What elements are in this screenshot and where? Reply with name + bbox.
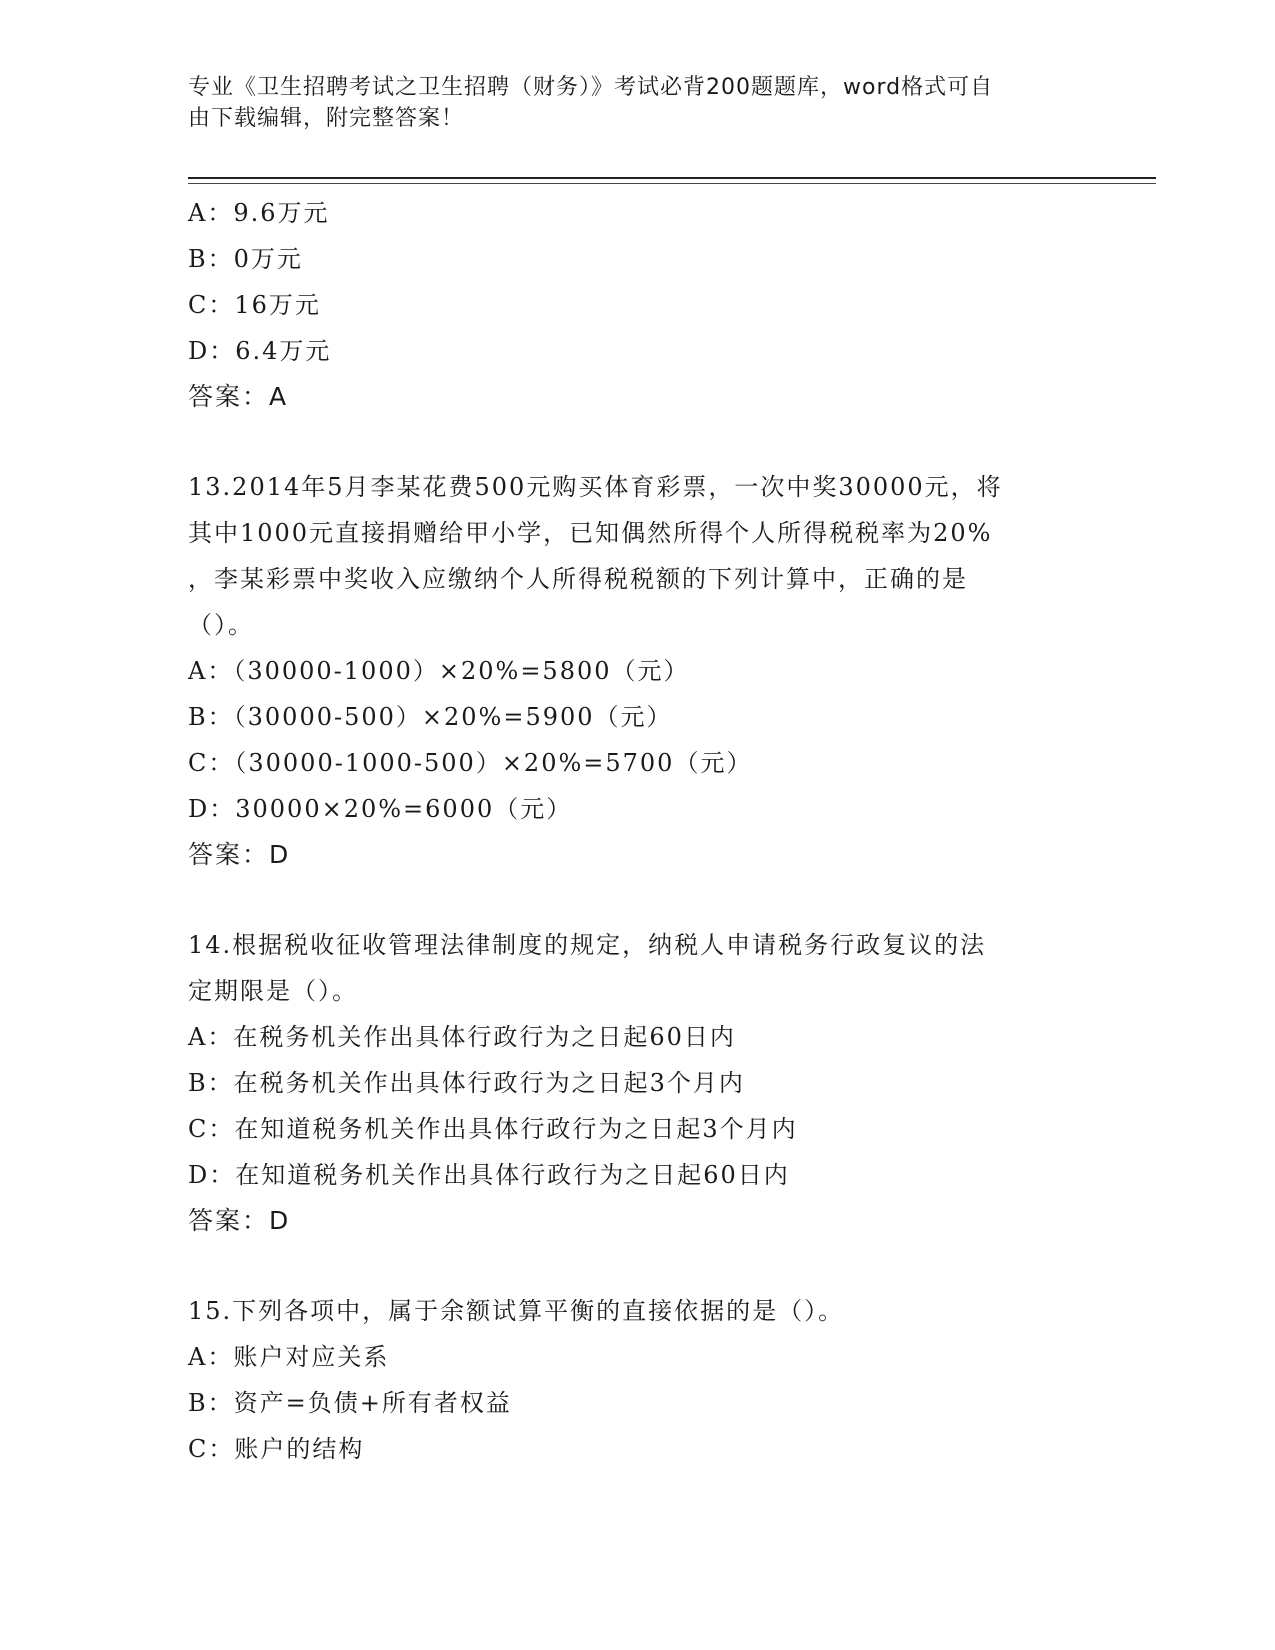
header-divider-thin bbox=[188, 183, 1156, 184]
option-a: A：账户对应关系 bbox=[188, 1343, 390, 1371]
question-list bbox=[188, 190, 1088, 1472]
question-15 bbox=[188, 1288, 1088, 1472]
option-b: B：（30000-500）×20%=5900（元） bbox=[188, 703, 673, 731]
option-b: B：0万元 bbox=[188, 245, 303, 273]
option-c: C：账户的结构 bbox=[188, 1435, 365, 1463]
option-c: C：16万元 bbox=[188, 291, 321, 319]
option-b: B：在税务机关作出具体行政行为之日起3个月内 bbox=[188, 1069, 745, 1097]
option-d: D：30000×20%=6000（元） bbox=[188, 795, 573, 823]
question-stem-line: ，李某彩票中奖收入应缴纳个人所得税税额的下列计算中，正确的是 bbox=[188, 565, 968, 593]
answer: 答案：A bbox=[188, 382, 289, 411]
option-d: D：6.4万元 bbox=[188, 337, 332, 365]
header-line-1: 专业《卫生招聘考试之卫生招聘（财务）》考试必背200题题库，word格式可自 bbox=[188, 75, 994, 100]
option-a: A：在税务机关作出具体行政行为之日起60日内 bbox=[188, 1023, 736, 1051]
question-stem-line: （）。 bbox=[188, 611, 254, 639]
option-a: A：（30000-1000）×20%=5800（元） bbox=[188, 657, 690, 685]
question-stem-line: 13.2014年5月李某花费500元购买体育彩票，一次中奖30000元，将 bbox=[188, 473, 1003, 501]
question-stem-line: 14.根据税收征收管理法律制度的规定，纳税人申请税务行政复议的法 bbox=[188, 931, 987, 959]
option-c: C：在知道税务机关作出具体行政行为之日起3个月内 bbox=[188, 1115, 798, 1143]
question-12 bbox=[188, 190, 1088, 420]
option-a: A：9.6万元 bbox=[188, 199, 330, 227]
option-c: C：（30000-1000-500）×20%=5700（元） bbox=[188, 749, 753, 777]
answer: 答案：D bbox=[188, 840, 291, 869]
header-divider-thick bbox=[188, 177, 1156, 179]
option-b: B：资产=负债+所有者权益 bbox=[188, 1389, 512, 1417]
question-stem-line: 定期限是（）。 bbox=[188, 977, 358, 1005]
question-stem-line: 其中1000元直接捐赠给甲小学，已知偶然所得个人所得税税率为20% bbox=[188, 519, 993, 547]
question-14 bbox=[188, 922, 1088, 1244]
header-line-2: 由下载编辑，附完整答案！ bbox=[188, 106, 465, 131]
question-13 bbox=[188, 464, 1088, 878]
document-header bbox=[188, 72, 1088, 134]
option-d: D：在知道税务机关作出具体行政行为之日起60日内 bbox=[188, 1161, 790, 1189]
answer: 答案：D bbox=[188, 1206, 291, 1235]
question-stem-line: 15.下列各项中，属于余额试算平衡的直接依据的是（）。 bbox=[188, 1297, 845, 1325]
